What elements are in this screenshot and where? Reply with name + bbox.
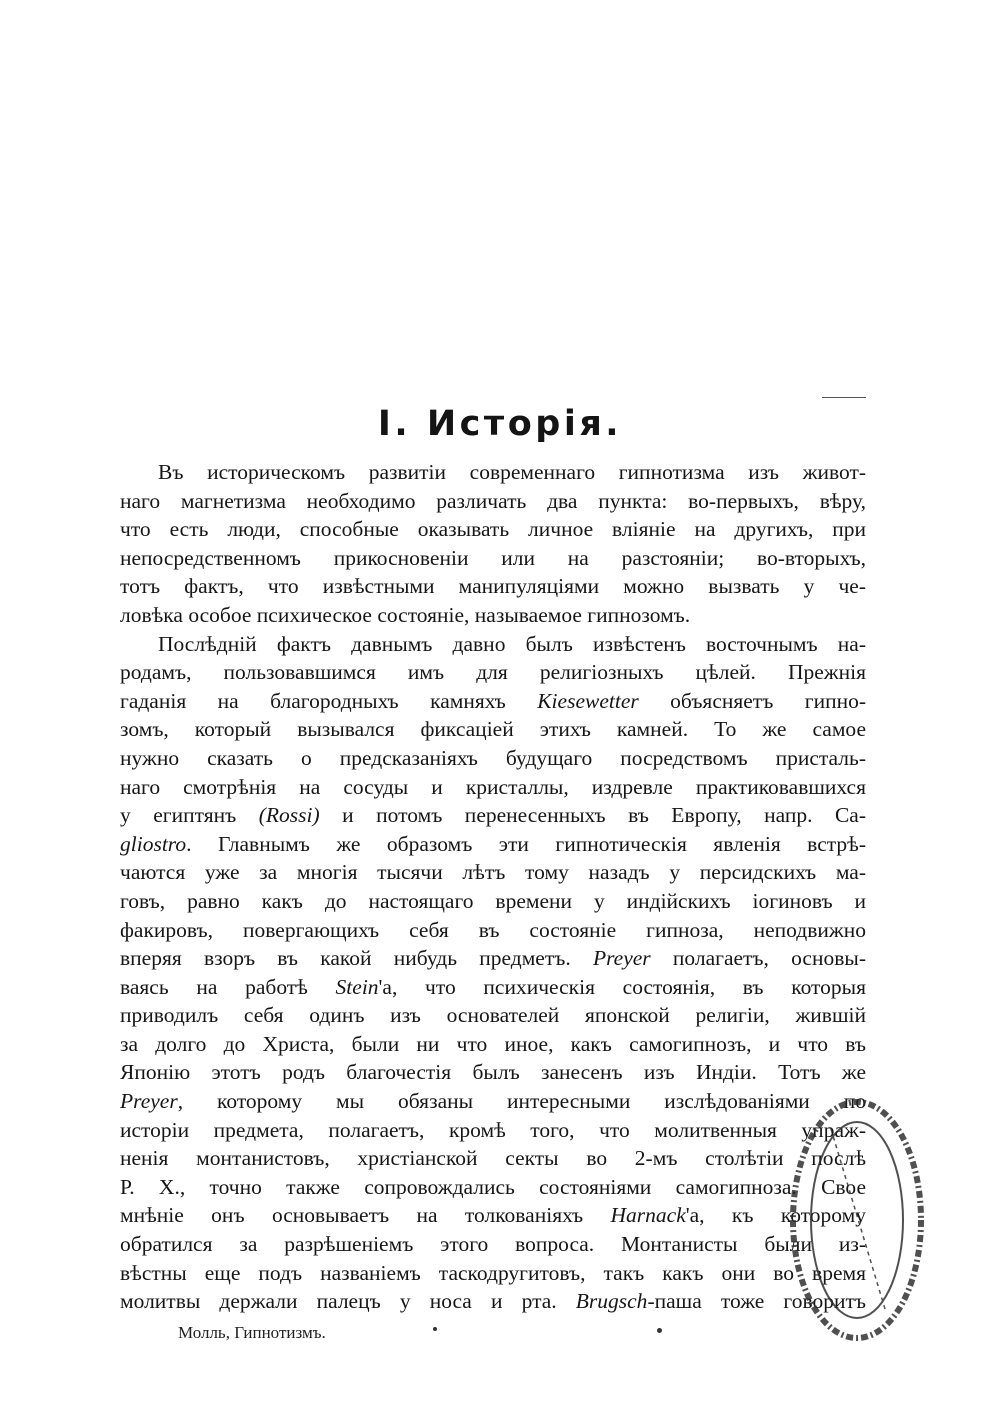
text-line: ловѣка особое психическое состояніе, называемое гипнозомъ.: [120, 602, 691, 627]
text-line: тотъ фактъ, что извѣстными манипуляціями можно вызвать у че-: [120, 574, 866, 599]
text-line: говъ, равно какъ до настоящаго времени у индійскихъ іогиновъ и: [120, 888, 866, 913]
text-line: Р. Х., точно также сопровождались состояніями самогипноза. Свое: [120, 1174, 866, 1199]
italic-name: (Rossi): [258, 803, 320, 828]
text-line: Въ историческомъ развитіи современнаго гипнотизма изъ живот-: [158, 460, 866, 484]
text-line: исторіи предмета, полагаетъ, кромѣ того, что молитвенныя упраж-: [120, 1117, 866, 1142]
text-line: у египтянъ (Rossi) и потомъ перенесенныхъ въ Европу, напр. Ca-: [120, 803, 867, 828]
page-footer-signature: Молль, Гипнотизмъ.: [178, 1323, 326, 1342]
italic-name: Harnack: [610, 1203, 686, 1228]
text-line: чаются уже за многія тысячи лѣтъ тому назадъ у персидскихъ ма-: [120, 860, 866, 885]
text-line: факировъ, повергающихъ себя въ состояніе гипноза, неподвижно: [120, 917, 866, 942]
stamp-inner-ring: [811, 1122, 903, 1318]
text-line: Японію этотъ родъ благочестія былъ занесенъ изъ Индіи. Тотъ же: [120, 1060, 866, 1085]
italic-name: Preyer: [592, 946, 651, 971]
italic-name: Stein: [335, 974, 379, 999]
text-line: непосредственномъ прикосновеніи или на разстояніи; во-вторыхъ,: [120, 545, 866, 570]
stamp-bar: [831, 1129, 885, 1309]
text-line: Preyer, которому мы обязаны интересными изслѣдованіями по: [120, 1089, 866, 1114]
stamp-outer-ring: [793, 1102, 921, 1338]
library-stamp: [735, 1095, 925, 1345]
text-line: гаданія на благородныхъ камняхъ Kiesewetter объясняетъ гипно-: [120, 688, 866, 713]
text-line: что есть люди, способные оказывать личное вліяніе на другихъ, при: [120, 517, 866, 542]
italic-name: Preyer: [120, 1089, 178, 1114]
text-line: gliostro. Главнымъ же образомъ эти гипнотическія явленія встрѣ-: [120, 831, 866, 856]
italic-name: gliostro: [120, 831, 187, 856]
text-line: зомъ, который вызывался фиксаціей этихъ камней. То же самое: [120, 717, 866, 742]
text-line: мнѣніе онъ основываетъ на толкованіяхъ Harnack'а, къ которому: [120, 1203, 866, 1228]
text-line: наго магнетизма необходимо различать два пункта: во-первыхъ, вѣру,: [120, 488, 866, 513]
ink-speck: [657, 1328, 662, 1333]
text-line: обратился за разрѣшеніемъ этого вопроса. Монтанисты были из-: [120, 1232, 866, 1257]
ink-speck: [433, 1327, 437, 1331]
text-line: нужно сказать о предсказаніяхъ будущаго посредствомъ присталь-: [120, 745, 866, 770]
text-line: за долго до Христа, были ни что иное, какъ самогипнозъ, и что въ: [120, 1031, 866, 1056]
text-line: родамъ, пользовавшимся имъ для религіозныхъ цѣлей. Прежнія: [120, 660, 866, 685]
italic-name: Kiesewetter: [537, 688, 639, 713]
chapter-title: I. Исторія.: [377, 404, 623, 444]
text-line: ваясь на работѣ Stein'а, что психическія состоянія, въ которыя: [120, 974, 866, 999]
text-line: Послѣдній фактъ давнымъ давно былъ извѣстенъ восточнымъ на-: [158, 631, 866, 656]
text-line: вѣстны еще подъ названіемъ таскодругитовъ, такъ какъ они во время: [120, 1260, 866, 1285]
text-line: молитвы держали палецъ у носа и рта. Brugsch-паша тоже говоритъ: [120, 1289, 866, 1314]
margin-rule: [822, 397, 866, 398]
text-line: вперяя взоръ въ какой нибудь предметъ. Preyer полагаетъ, основы-: [120, 946, 866, 971]
text-line: ненія монтанистовъ, христіанской секты во 2-мъ столѣтіи послѣ: [120, 1146, 866, 1171]
text-line: наго смотрѣнія на сосуды и кристаллы, издревле практиковавшихся: [120, 774, 866, 799]
italic-name: Brugsch: [575, 1289, 648, 1314]
text-line: приводилъ себя одинъ изъ основателей японской религіи, жившій: [120, 1003, 866, 1028]
